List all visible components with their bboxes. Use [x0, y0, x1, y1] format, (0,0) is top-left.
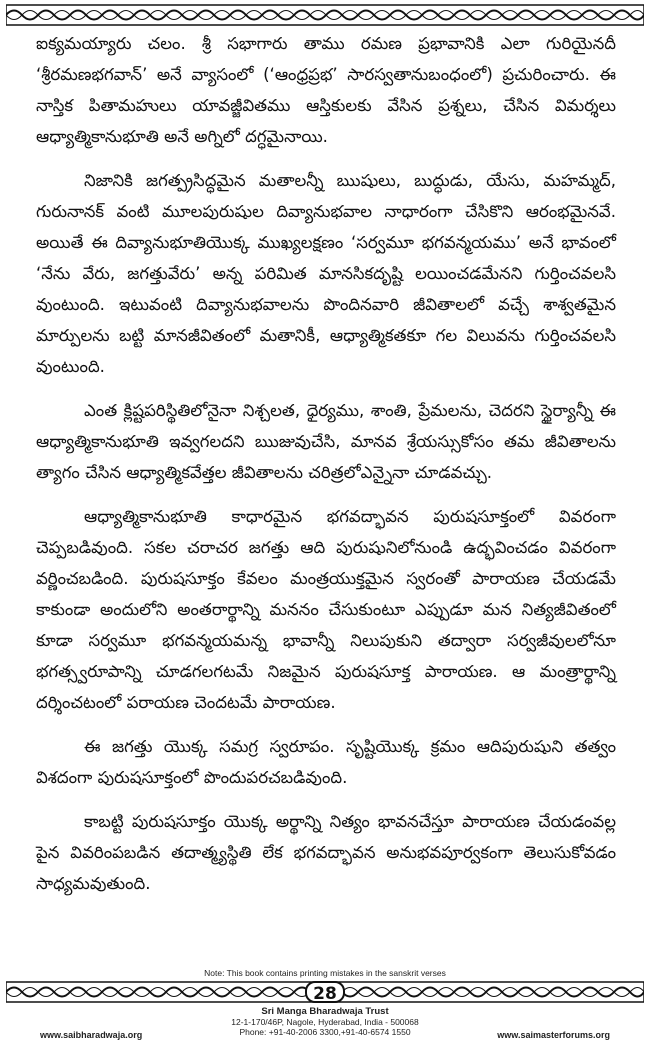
paragraph-1: ఐక్యమయ్యారు చలం. శ్రీ సభాగారు తాము రమణ ప్రభావానికి ఎలా గురియైనదీ ‘శ్రీరమణభగవాన్’ అనే వ్యాసంలో (‘ఆంధ్రప్రభ’ సారస్వతానుబంధంలో) ప్రచురించారు. ఈ నాస్తిక పితామహులు యావజ్జీవితము ఆస్తికులకు వేసిన ప్రశ్నలు, చేసిన విమర్శలు ఆధ్యాత్మికానుభూతి అనే అగ్నిలో దగ్ధమైనాయి. — [36, 34, 616, 146]
paragraph-2: నిజానికి జగత్ప్రసిద్ధమైన మతాలన్నీ ఋషులు, బుద్ధుడు, యేసు, మహమ్మద్, గురునానక్ వంటి మూలపురుషుల దివ్యానుభవాల నాధారంగా చేసికొని ఆరంభమైనవే. అయితే ఈ దివ్యానుభూతియొక్క ముఖ్యలక్షణం ‘సర్వమూ భగవన్మయము’ అనే భావంలో ‘నేను వేరు, జగత్తువేరు’ అన్న పరిమిత మానసికదృష్టి లయించడమేనని గుర్తించవలసి వుంటుంది. ఇటువంటి దివ్యానుభవాలను పొందినవారి జీవితాలలో వచ్చే శాశ్వతమైన మార్పులను బట్టి మానజీవితంలో మతానికీ, ఆధ్యాత్మికతకూ గల విలువను గుర్తించవలసి వుంటుంది. — [36, 171, 616, 376]
footer-trust-info — [175, 1007, 475, 1037]
paragraph-3: ఎంత క్లిష్టపరిస్థితిలోనైనా నిశ్చలత, ధైర్యము, శాంతి, ప్రేమలను, చెదరని స్థైర్యాన్నీ ఈ ఆధ్యాత్మికానుభూతి ఇవ్వగలదని ఋజువుచేసి, మానవ శ్రేయస్సుకోసం తమ జీవితాలను త్యాగం చేసిన ఆధ్యాత్మికవేత్తల జీవితాలను చరిత్రలోఎన్నైనా చూడవచ్చు. — [36, 401, 616, 482]
page-body-text — [36, 28, 616, 912]
page-number: 28 — [305, 981, 345, 1003]
footer-website-left-link[interactable]: www.saibharadwaja.org — [40, 1030, 143, 1040]
paragraph-6: కాబట్టి పురుషసూక్తం యొక్క అర్థాన్ని నిత్యం భావనచేస్తూ పారాయణ చేయడంవల్ల పైన వివరింపబడిన తదాత్మ్యస్థితి లేక భగవద్భావన అనుభవపూర్వకంగా తెలుసుకోవడం సాధ్యమవుతుంది. — [36, 812, 616, 893]
paragraph-4: ఆధ్యాత్మికానుభూతి కాధారమైన భగవద్భావన పురుషసూక్తంలో వివరంగా చెప్పబడివుంది. సకల చరాచర జగత్తు ఆది పురుషునిలోనుండి ఉద్భవించడం వివరంగా వర్ణించబడింది. పురుషసూక్తం కేవలం మంత్రయుక్తమైన స్వరంతో పారాయణ చేయడమే కాకుండా అందులోని అంతరార్థాన్ని మననం చేసుకుంటూ ఎప్పుడూ మన నిత్యజీవితంలో కూడా సర్వమూ భగవన్మయమన్న భావాన్నీ నిలుపుకుని తద్వారా సర్వజీవులలోనూ భగత్స్వరూపాన్ని చూడగలగటమే నిజమైన పురుషసూక్త పారాయణ. ఆ మంత్రార్థాన్ని దర్శించటంలో పరాయణ చెందటమే పారాయణ. — [36, 507, 616, 712]
trust-name: Sri Manga Bharadwaja Trust — [261, 1006, 389, 1017]
footer-website-right-link[interactable]: www.saimasterforums.org — [497, 1030, 610, 1040]
paragraph-5: ఈ జగత్తు యొక్క సమగ్ర స్వరూపం. సృష్టియొక్క క్రమం ఆదిపురుషుని తత్వం విశదంగా పురుషసూక్తంలో పొందుపరచబడివుంది. — [36, 737, 616, 787]
decorative-border-top — [6, 4, 644, 26]
trust-phone: Phone: +91-40-2006 3300,+91-40-6574 1550 — [239, 1027, 411, 1037]
trust-address: 12-1-170/46P, Nagole, Hyderabad, India - 500068 — [231, 1017, 419, 1027]
printing-note: Note: This book contains printing mistakes in the sanskrit verses — [204, 968, 446, 978]
